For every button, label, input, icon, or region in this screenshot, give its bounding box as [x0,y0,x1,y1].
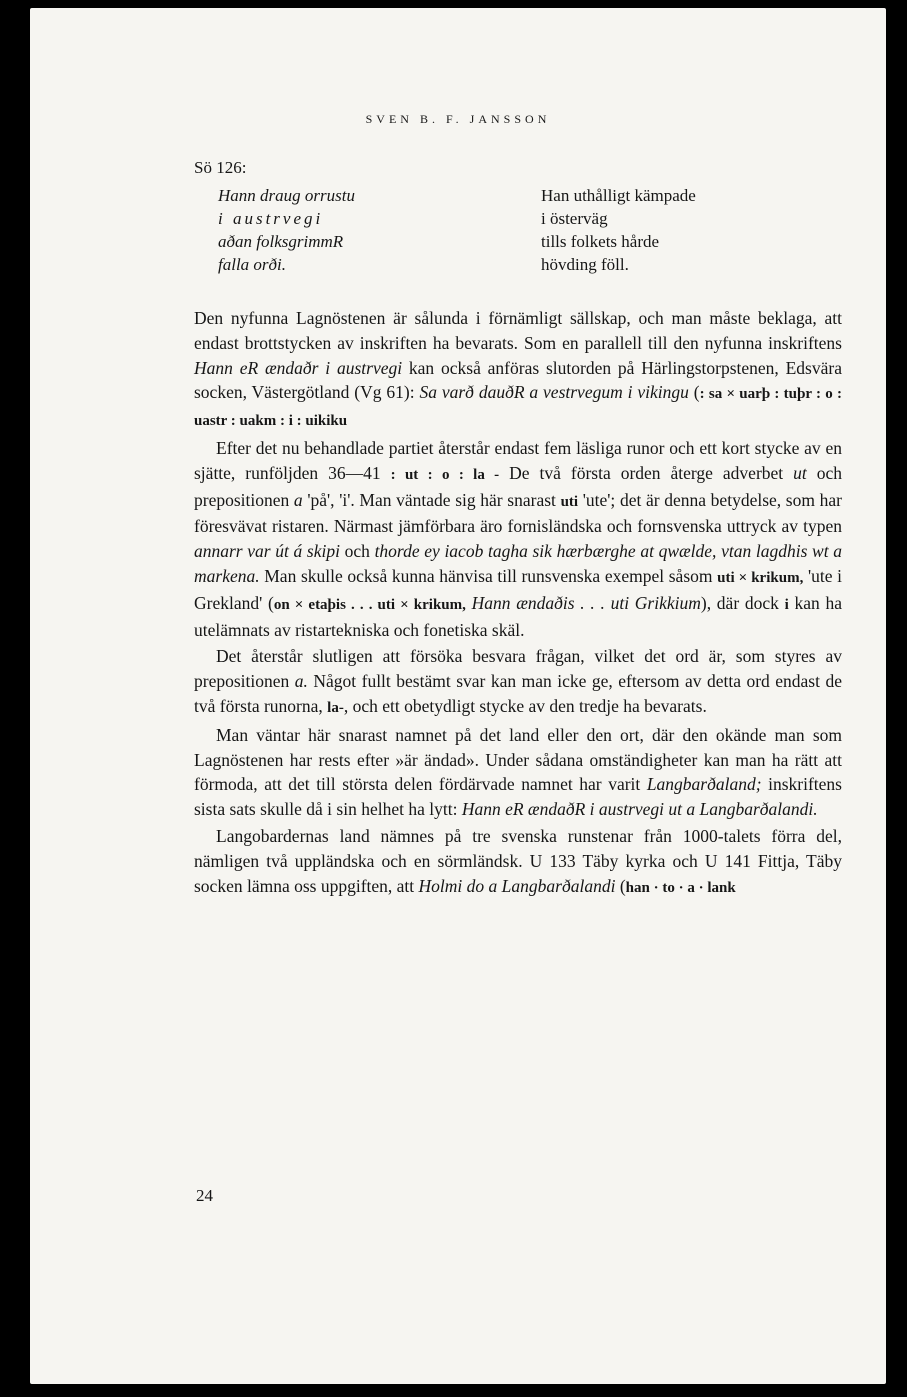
text-run-italic: ut [793,462,807,483]
text-run: Det återstår slutligen att försöka besvara frågan, vilket det ord är, som styres av prepositionen [194,646,842,692]
book-page [30,8,886,1384]
text-run: 'ute i Grekland' ( [194,565,842,613]
text-run: och prepositionen [194,462,842,510]
paragraph [194,644,842,720]
rune-transliteration: uti × krikum, [717,569,804,586]
text-run-italic: Langbarðaland; [646,774,762,795]
poem-original [218,184,518,276]
poem-line: hövding föll. [541,255,629,274]
text-run: Den nyfunna Lagnöstenen är sålunda i förnämligt sällskap, och man måste beklaga, att endast brottstycken av inskriften ha bevarats. Som en parallell till den nyfunna inskriftens [194,308,842,353]
text-run: Man skulle också kunna hänvisa till runsvenska exempel såsom [259,565,718,586]
rune-transliteration: han · to · a · lank [625,879,736,896]
poem-line: aðan folksgrimmR [218,232,344,251]
paragraph [194,306,842,434]
rune-transliteration: : ut : o : la - [390,466,500,483]
text-run: 'på', 'i'. Man väntade sig här snarast [302,489,561,510]
poem-line: Han uthålligt kämpade [541,186,696,205]
page-number: 24 [196,1186,213,1205]
text-run-italic: Holmi do a Langbarðalandi [418,875,616,896]
text-run: ( [615,875,626,896]
text-run-italic: thorde ey iacob tagha sik hærbærghe at qwælde, vtan lagdhis wt a markena. [194,541,842,586]
poem-line: i austrvegi [218,209,324,228]
text-run: Man väntar här snarast namnet på det land eller den ort, där den okände man som Lagnöstenen har rests efter »är ändad». Under sådana omständigheter kan man ha rätt att förmoda, att det till största delen fördärvade namnet har varit [194,724,842,795]
text-run: 'ute'; det är denna betydelse, som har föresvävat ristaren. Närmast jämförbara äro fornisländska och fornsvenska uttryck av typen [194,489,842,537]
text-run: ), där dock [700,592,785,613]
text-run: ( [688,382,700,403]
text-run: De två första orden återge adverbet [499,462,794,483]
paragraph [194,723,842,822]
text-run: inskriftens sista sats skulle då i sin helhet ha lytt: [194,774,842,820]
rune-transliteration: la- [327,699,344,716]
text-run-italic: a. [294,671,308,692]
poem-line: Hann draug orrustu [218,186,355,205]
text-run-italic: Hann eR ændaðR i austrvegi ut a Langbarðalandi. [461,799,818,820]
poem-translation [541,184,841,276]
paragraph [194,824,842,900]
rune-transliteration: : sa × uarþ : tuþr : o : uastr : uakm : i : uikiku [194,386,842,430]
text-run-italic: annarr var út á skipi [194,541,340,562]
text-run: och [339,541,375,562]
poem-line: tills folkets hårde [541,232,660,251]
text-run-italic: a [293,489,303,510]
text-run-italic: Hann eR ændaðr i austrvegi [194,357,403,378]
text-run: , och ett obetydligt stycke av den tredje ha bevarats. [343,695,707,716]
text-run-italic: Sa varð dauðR a vestrvegum i vikingu [419,382,689,403]
paragraph [194,436,842,642]
inscription-label: Sö 126: [194,158,247,177]
text-run: kan också anföras slutorden på Härlingstorpstenen, Edsvära socken, Västergötland (Vg 61): [194,357,842,403]
rune-transliteration: uti [560,493,579,510]
text-run: kan ha utelämnats av ristartekniska och fonetiska skäl. [194,592,843,640]
text-run: Efter det nu behandlade partiet återstår endast fem läsliga runor och ett kort stycke av en sjätte, runföljden 36—41 [194,437,842,483]
poem-line: i österväg [541,209,608,228]
poem-line: falla orði. [218,255,287,274]
rune-transliteration: on × etaþis . . . uti × krikum, [273,596,466,613]
rune-transliteration: i [784,596,789,613]
running-head: SVEN B. F. JANSSON [365,112,551,126]
text-run: Något fullt bestämt svar kan man icke ge, eftersom av detta ord endast de två första runorna, [194,671,842,716]
text-run: Langobardernas land nämnes på tre svenska runstenar från 1000-talets förra del, nämligen två uppländska och en sörmländsk. U 133 Täby kyrka och U 141 Fittja, Täby socken lämna oss uppgiften, att [194,825,842,896]
body-text [194,306,842,900]
text-run-italic: Hann ændaðis . . . uti Grikkium [471,592,701,613]
